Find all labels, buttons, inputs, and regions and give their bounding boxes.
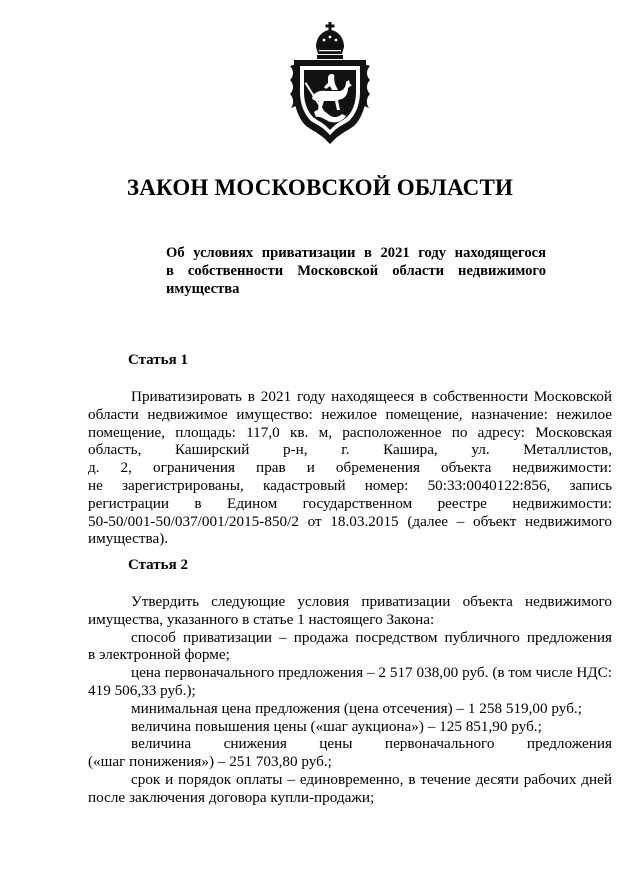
paragraph-line: цена первоначального предложения – 2 517 038,00 руб. (в том числе НДС: [131, 664, 612, 682]
paragraph-line: Утвердить следующие условия приватизации объекта недвижимого [131, 593, 612, 610]
subtitle-line: имущества [166, 281, 240, 297]
subtitle-line: в собственности Московской области недвижимого [166, 263, 546, 279]
paragraph-line: не зарегистрированы, кадастровый номер: 50:33:0040122:856, запись [88, 476, 612, 494]
article-2-text [88, 593, 612, 807]
paragraph-line: срок и порядок оплаты – единовременно, в течение десяти рабочих дней [131, 770, 612, 788]
paragraph-line: способ приватизации – продажа посредством публичного предложения [131, 628, 612, 646]
paragraph-line: минимальная цена предложения (цена отсечения) – 1 258 519,00 руб.; [131, 699, 582, 717]
paragraph-line: имущества, указанного в статье 1 настоящего Закона: [88, 610, 435, 628]
article-1-text [88, 388, 612, 548]
paragraph-line: Приватизировать в 2021 году находящееся в собственности Московской [131, 388, 612, 405]
moscow-oblast-coat-of-arms-icon [288, 20, 372, 150]
paragraph-line: области недвижимое имущество: нежилое помещение, назначение: нежилое [88, 405, 612, 423]
paragraph-line: регистрации в Едином государственном реестре недвижимости: [88, 494, 612, 512]
law-subtitle [166, 244, 546, 298]
paragraph-line: имущества). [88, 530, 169, 548]
article-2-heading: Статья 2 [128, 557, 188, 573]
paragraph-line: в электронной форме; [88, 646, 230, 664]
paragraph-line: 50-50/001-50/037/001/2015-850/2 от 18.03.2015 (далее – объект недвижимого [88, 512, 612, 530]
law-title: ЗАКОН МОСКОВСКОЙ ОБЛАСТИ [126, 175, 514, 200]
paragraph-line: («шаг понижения») – 251 703,80 руб.; [88, 753, 332, 771]
paragraph-line: величина повышения цены («шаг аукциона») – 125 851,90 руб.; [131, 717, 542, 735]
paragraph-line: 419 506,33 руб.); [88, 681, 196, 699]
paragraph-line: после заключения договора купли-продажи; [88, 788, 375, 806]
paragraph-line: величина снижения цены первоначального предложения [131, 735, 612, 753]
paragraph-line: д. 2, ограничения прав и обременения объекта недвижимости: [88, 459, 612, 477]
article-1-heading: Статья 1 [128, 352, 188, 368]
paragraph-line: помещение, площадь: 117,0 кв. м, расположенное по адресу: Московская [88, 423, 612, 441]
paragraph-line: область, Каширский р-н, г. Кашира, ул. Металлистов, [88, 441, 612, 459]
subtitle-line: Об условиях приватизации в 2021 году находящегося [166, 245, 546, 261]
